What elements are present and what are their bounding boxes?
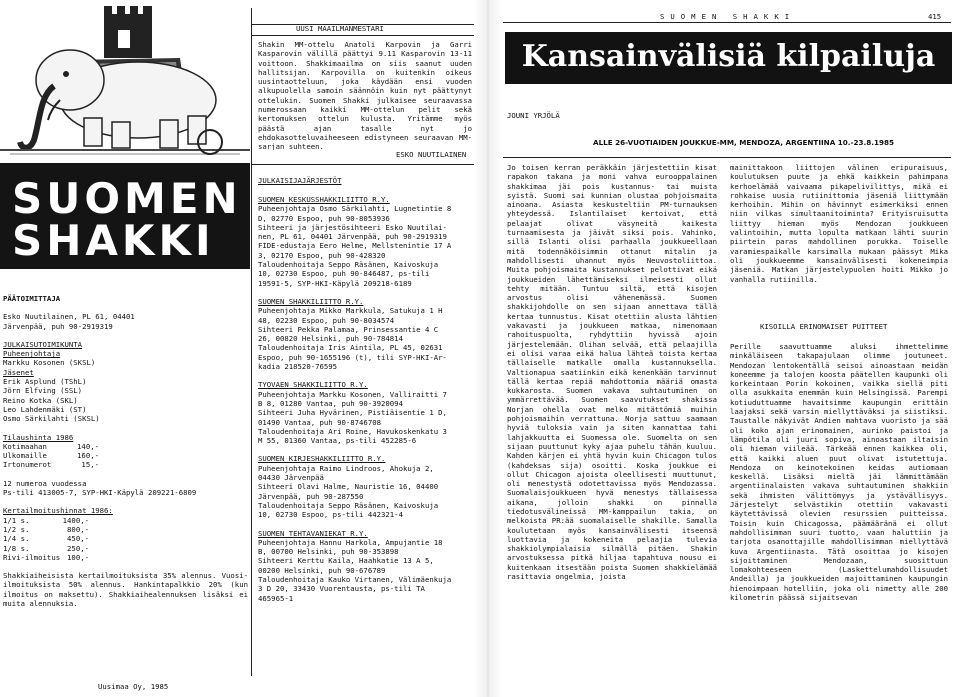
ad-size: Rivi-ilmoitus (3, 552, 61, 562)
board-member: Jörn Elfving (SSL) (3, 386, 83, 396)
org-line: Sihteeri Juha Hyvärinen, Pistiäisentie 1 D, (258, 408, 447, 418)
ads-discounts: Shakkiaiheisista kertailmoituksista 35% alennus. Vuosi-ilmoituksista 50% alennus. Hankintapalkkio 20% (kun ilmoitus on maksettu). Shakkiaihealennuksen lisäksi ei muita alennuksia. (3, 571, 248, 609)
org-line: Puheenjohtaja Markku Kosonen, Valliraitti 7 (258, 389, 447, 399)
board-member: Erik Asplund (TShL) (3, 377, 87, 387)
org-line: Puheenjohtaja Mikko Markkula, Satukuja 1 H (258, 306, 443, 316)
board-member: Leo Lahdenmäki (ST) (3, 404, 87, 414)
org-line: 00200 Helsinki, puh 90-676789 (258, 565, 386, 575)
org-line: Sihteeri Olavi Halme, Nauristie 16, 04400 (258, 482, 439, 492)
board-heading: JULKAISUTOIMIKUNTA (3, 339, 83, 349)
subscription-label: Irtonumerot (3, 460, 52, 470)
ad-size: 1/1 s. (3, 515, 30, 525)
org-line: Sihteeri Pekka Palamaa, Prinsessantie 4 C (258, 324, 439, 334)
article-subtitle: ALLE 26-VUOTIAIDEN JOUKKUE-MM, MENDOZA, ARGENTIINA 10.-23.8.1985 (593, 138, 894, 147)
org-line: D, 02770 Espoo, puh 90-8053936 (258, 213, 390, 223)
subscription-price: 160,- (77, 451, 99, 461)
org-name: SUOMEN SHAKKILIITTO R.Y. (258, 296, 364, 306)
article-column-2-body: Perille saavuttuamme aluksi ihmettelimme minkäläiseen takapajulaan olimme joutuneet. Mendozan lentokentällä seisoi ainoastaan meidän koneemme ja talojen koosta päätellen kaupunki oli korkeintaan Porin kokoinen, vaikka siellä piti olla asukkaita enemmän kuin Helsingissä. Parempi kotiuduttuamme havaitsimme kaupungin erittäin laajaksi sekä varsin miellyttäväksi ja siistiksi. Taustalle näkyivät Andien mahtava vuoristo ja sää oli koko ajan erinomainen, aurinko paistoi ja lämpötila oli juuri sopiva, ainoastaan iltaisin oli hieman viileää. Tärkeää ennen kaikkea oli, että kaikki aluen puut olivat istutettuja. Mendoza on keinotekoinen keidas autiomaan keskellä. Lisäksi mieltä jäi lämmittämään argentiinalaisten vakava suhtautuminen shakkiin sekä ihmisten välittömyys ja ystävällisyys. Järjestelyt selvästikin otettiin vakavasti käytettävissä olevien resurssien puitteissa. Toisin kuin Chicagossa, päämääränä ei ollut mahdollisimman suuri tuotto, vaan haluttiin ja tarjota osanottajille mahdollisimman miellyttävä kuva Argentiinasta. Tätä osoittaa jo kisojen sijoittaminen Mendozaan, suosittuun lomakohteeseen (Laskettelumahdollisuudet Andeilla) ja joukkueiden majoittaminen kaupungin hienoimpaan hotelliin, joka oli nimetty alle 200 kilometrin päässä sijaitsevan (730, 342, 948, 603)
article-author: JOUNI YRJÖLÄ (507, 111, 560, 120)
org-line: 48, 02230 Espoo, puh 90-8034574 (258, 315, 395, 325)
ad-price: 250,- (67, 543, 89, 553)
org-line: 26, 00820 Helsinki, puh 90-784814 (258, 334, 403, 344)
subscription-label: Kotimaahan (3, 441, 47, 451)
org-line: Taloudenhoitaja Seppo Räsänen, Kaivoskuja (258, 260, 439, 270)
org-line: nen, PL 61, 04401 Järvenpää, puh 90-2919319 (258, 232, 447, 242)
org-name: SUOMEN KESKUSSHAKKILIITTO R.Y. (258, 195, 390, 204)
article-banner (505, 32, 952, 84)
article-column-2-heading: KISOILLA ERINOMAISET PUITTEET (760, 322, 888, 331)
ad-size: 1/4 s. (3, 534, 30, 544)
ad-size: 1/2 s. (3, 524, 30, 534)
page-gutter (474, 0, 502, 697)
masthead-title-line2: SHAKKI (12, 216, 215, 265)
org-name: SUOMEN TEHTAVANIEKAT R.Y. (258, 528, 368, 538)
org-line: Puheenjohtaja Hannu Harkola, Ampujantie 18 (258, 537, 443, 547)
column-divider (251, 8, 252, 676)
org-line: 10, 02730 Espoo, puh 90-846487, ps-tili (258, 269, 430, 279)
ad-size: 1/8 s. (3, 543, 30, 553)
subscription-heading: Tilaushinta 1986 (3, 432, 74, 442)
news-text: Shakin MM-ottelu Anatoli Karpovin ja Garri Kasparovin välillä päättyi 9.11 Kasparovin 13-11 voittoon. Shakkimaailma on siis saanut uuden hallitsijan. Karpovilla on kuitenkin oikeus uusintaotteluun, joka käydään ensi vuoden alkupuolella samoin säännöin kuin nyt päättynyt ottelukin. Suomen Shakki julkaisee seuraavassa numerossaan kaikki MM-ottelun pelit sekä kertomuksen ottelun kulusta. Yritämme myös päästä ajan tasalle nyt jo ehdokasotteluvaiheeseen edistyneen seuraavan MM-sarjan suhteen. (258, 40, 472, 150)
org-name: SUOMEN KIRJESHAKKILIITTO R.Y. (258, 454, 386, 464)
org-line: 04430 Järvenpää (258, 473, 324, 483)
page-number: 415 (928, 12, 942, 21)
ad-price: 450,- (67, 534, 89, 544)
editor-address: Esko Nuutilainen, PL 61, 04401 Järvenpää, puh 90-2919319 (3, 312, 135, 331)
masthead-title-line1: SUOMEN (12, 174, 242, 223)
org-line: 465965-1 (258, 593, 294, 603)
board-member: Reino Kotka (SKL) (3, 395, 78, 405)
org-line: Espoo, puh 90-1655196 (t), tili SYP-HKI-Ar- (258, 352, 447, 362)
ad-price: 1400,- (62, 515, 89, 525)
org-line: Järvenpää, puh 90-287550 (258, 491, 364, 501)
org-line: Taloudenhoitaja Ari Roine, Havukoskenkatu 3 (258, 426, 447, 436)
org-line: 3, 02170 Espoo, puh 90-428320 (258, 250, 386, 260)
org-line: Sihteeri ja järjestösihteeri Esko Nuutilai- (258, 222, 447, 232)
elephant-logo (0, 0, 250, 158)
news-signature: ESKO NUUTILAINEN (396, 150, 467, 159)
org-line: 3 D 20, 33430 Vuorentausta, ps-tili TA (258, 584, 425, 594)
board-chair: Markku Kosonen (SKSL) (3, 358, 96, 368)
ads-heading: Kertailmoitushinnat 1986: (3, 506, 113, 516)
org-line: M 55, 01360 Vantaa, ps-tili 452285-6 (258, 436, 417, 446)
publisher-info (3, 294, 248, 608)
running-head: SUOMEN SHAKKI (660, 12, 796, 21)
org-name: TYOVAEN SHAKKILIITTO R.Y. (258, 380, 368, 390)
org-line: B, 00700 Helsinki, puh 90-353898 (258, 547, 399, 557)
printer-note: Uusimaa Oy, 1985 (98, 682, 169, 691)
header-rule (503, 22, 951, 23)
org-line: B 8, 01280 Vantaa, puh 90-3920094 (258, 398, 403, 408)
org-line: Puheenjohtaja Osmo Särkilahti, Lugnetintie 8 (258, 204, 452, 214)
masthead (0, 163, 250, 269)
orgs-list (258, 195, 474, 603)
org-line: Sihteeri Kerttu Kaila, Haahkatie 13 A 5, (258, 556, 434, 566)
org-line: Taloudenhoitaja Seppo Räsänen, Kaivoskuja (258, 500, 439, 510)
subscription-note: 12 numeroa vuodessa (3, 478, 87, 488)
news-heading-rule (252, 35, 474, 36)
article-rule (503, 157, 951, 158)
board-members-label: Jäsenet (3, 367, 34, 377)
org-line: 10, 02730 Espoo, ps-tili 442321-4 (258, 510, 403, 520)
org-line: 01490 Vantaa, puh 90-8746708 (258, 417, 382, 427)
org-line: Taloudenhoitaja Iris Aintila, PL 45, 02631 (258, 343, 443, 353)
article-column-1: Jo toisen kerran peräkkäin järjestettiin kisat rapakon takana ja moni vahva eurooppalainen shakkimaa jäi pois kustannus- tai muista syistä. Suomi sai kunnian olustaa pohjoismaita ainoana. Asiasta keskusteltiin PM-turnauksen yhteydessä. Islantilaiset kertoivat, että pelaajat olivat väsyneitä kaikesta turnaamisesta ja jäivät siksi pois. Vahinko, sillä Islanti olisi parhaalla joukkueellaan mitä todennäköisimmin ottanut mitalin ja mahdollisesti uhannut myös Neuvostoliittoa. Muita pohjoismaita kustannukset pelottivat eikä joukkueiden lähettämiseksi ilmeisesti ollut tehty mitään. Tuntuu siltä, että kisojen arvostus olisi vähenemässä. Suomen shakkijohdolle on sen sijaan annettava tällä kertaa tunnustus. Kisat otettiin alusta lähtien vakavasti ja joukkueen matkaa, nimenomaan rahoituspuolta, ryhdyttiin hyvissä ajoin järjestelemään. Olihan selvää, että pelaajilla ei olisi varaa eikä halua lähteä toista kertaa tällaiselle matkalle omalla kustannuksella. Valtionapua saatiinkin eikä kenenkään tarvinnut tällä kertaa repiä mahdottomia määriä omasta kukkarosta. Suomen vakava suhtautuminen on ymmärrettävää. Suomen saavutukset shakissa Norjan ohella ovat melko mitättömiä muihin pohjoismaihin verrattuna. Norja sattuu saamaan hyviä tuloksia vain ja siten kannattaa tahi lahjakkuutta ei Suomessa ole. Suomelta on sen sijaan puuttunut kyky ajaa puhelu tähän kuuluu. Kahden kärjen ei yhtä hyvin kuin Chicagon tulos (kahdeksas sija) osoitti. Koska joukkue ei ollut Chicagon ajoista oleellisesti muuttunut, oli menestystä odotettavissa myös Mendozassa. Suomalaisjoukkueen hyvä menestys tällaisessa aikana, jolloin shakki on pinnalla tiedotusvälineissä MM-kamppailun takia, on melkoista PR:ää suomalaiselle shakille. Samalla koulutetaan myös kansainvälisesti itseensä luottavia ja kokeneita pelaajia tulevia shakkiolympialaisia silmällä pitäen. Shakin arvostuksessa pitkä hiljaa tapahtuva nousu ei kuitenkaan itsestään poista Suomen shakkielämää rasittavia ongelmia, joista (507, 163, 717, 582)
board-member: Osmo Särkilahti (SKSL) (3, 414, 100, 424)
banner-title: Kansainvälisiä kilpailuja (521, 39, 936, 74)
org-line: FIDE-edustaja Eero Helme, Mellstenintie 17 A (258, 241, 452, 251)
org-line: 19591-5, SYP-HKI-Käpylä 209218-6189 (258, 278, 412, 288)
orgs-heading: JULKAISIJAJÄRJESTÖT (258, 176, 342, 185)
editor-heading: PÄÄTOIMITTAJA (3, 294, 61, 303)
article-column-2-intro: mainittakoon liittojen välinen eripuraisuus, koulutuksen puute ja ehkä kaikkein pahimpana kerhoelämää vaivaama pikapelivilittys, mikä ei rohkaise uusia rutiinittomia jäseniä liittymään kerhoihin. Mihin on hävinnyt esimerkiksi ennen niin vilkas simultaanitoiminta? Erityisruisutta liittyy hieman myös Mendozan joukkueen valintoihin, mutta lopulta matkaan lähti suurin piirtein paras mahdollinen porukka. Toiselle varamiespaikalle karsimalla mukaan päässyt Mika oli joukkueemme kansainvälisesti kokeneimpia jäseniä. Matkan järjestelypuolen hoiti Mikko jo vanhalla rutiinilla. (730, 163, 948, 284)
subscription-price: 15,- (81, 460, 99, 470)
org-line: Puheenjohtaja Raimo Lindroos, Ahokuja 2, (258, 463, 434, 473)
ad-price: 800,- (67, 524, 89, 534)
board-chair-label: Puheenjohtaja (3, 349, 61, 359)
subscription-price: 140,- (77, 441, 99, 451)
org-line: kadia 218520-76595 (258, 362, 338, 372)
subscription-account: Ps-tili 413005-7, SYP-HKI-Käpylä 209221-6809 (3, 488, 197, 498)
ad-price: 100,- (67, 552, 89, 562)
news-heading: UUSI MAAILMANMESTARI (296, 24, 384, 33)
org-line: Taloudenhoitaja Kauko Virtanen, Välimäenkuja (258, 574, 452, 584)
subscription-label: Ulkomaille (3, 451, 47, 461)
news-bottom-rule (252, 164, 474, 165)
